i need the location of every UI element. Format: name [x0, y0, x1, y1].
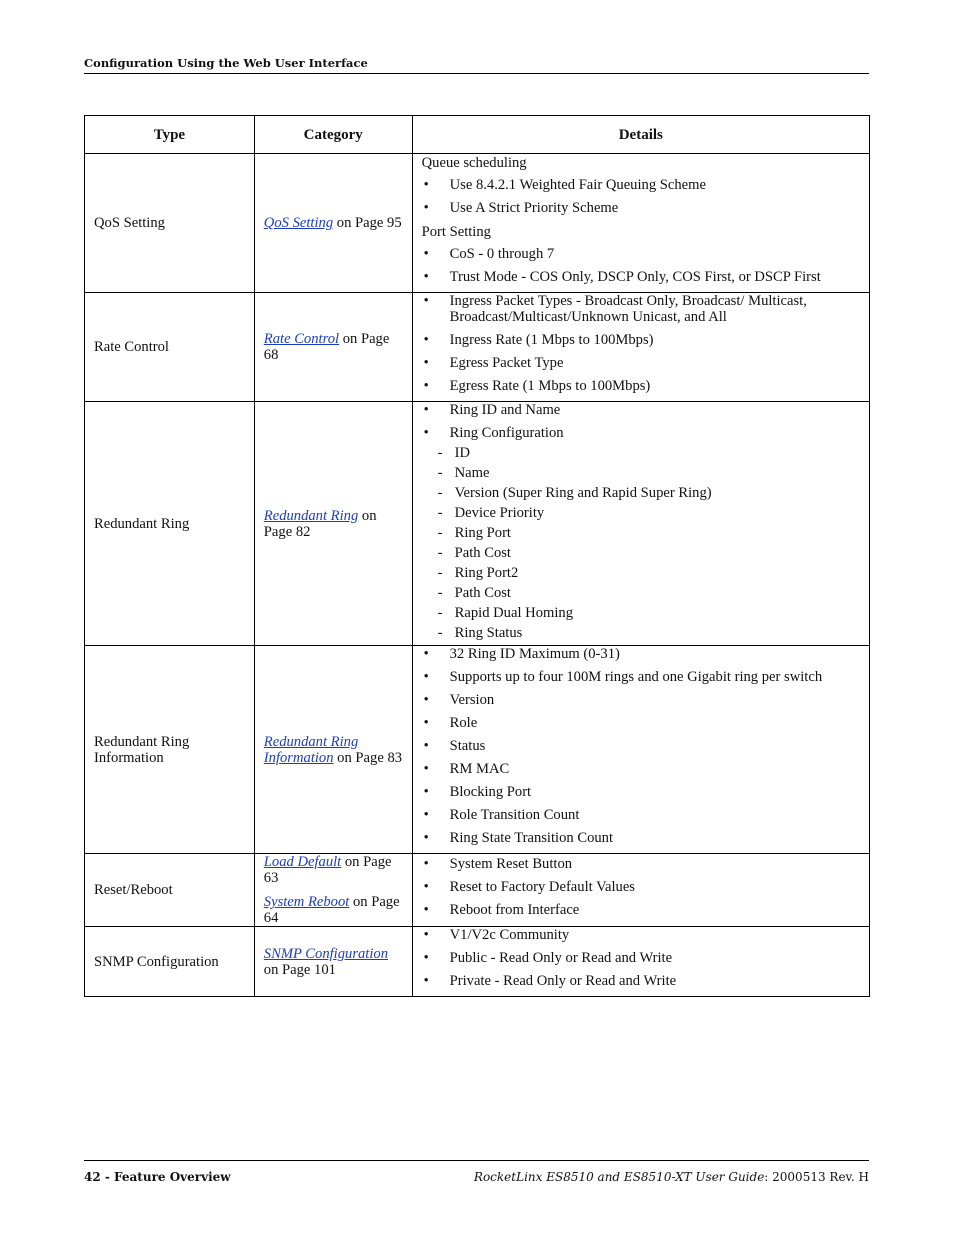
page-reference-text: on Page 64: [263, 894, 400, 926]
table-row: [85, 402, 870, 646]
bullet-list: [422, 293, 860, 394]
category-cell: [254, 927, 412, 997]
cross-reference-link[interactable]: Redundant Ring Information: [263, 733, 359, 766]
details-cell: [412, 402, 869, 646]
bullet-item: • Role Transition Count: [422, 807, 860, 823]
page-reference-text: on Page 68: [263, 331, 390, 363]
sub-list-item: - Device Priority: [422, 505, 860, 521]
bullet-item: • Private - Read Only or Read and Write: [422, 973, 860, 989]
category-reference: [264, 508, 403, 540]
category-reference: [264, 854, 403, 886]
footer-document-info: [474, 1170, 869, 1184]
table-row: [85, 646, 870, 854]
column-header-type: Type: [85, 116, 255, 154]
sub-list-item: - Ring Port: [422, 525, 860, 541]
sub-list-item: - Path Cost: [422, 545, 860, 561]
cross-reference-link[interactable]: Load Default: [263, 854, 342, 870]
footer-page-label: 42 - Feature Overview: [84, 1170, 231, 1184]
cross-reference-link[interactable]: Redundant Ring: [263, 507, 359, 524]
type-cell: Rate Control: [85, 293, 255, 402]
footer-doc-revision: : 2000513 Rev. H: [764, 1170, 869, 1184]
bullet-item: • System Reset Button: [422, 856, 860, 872]
type-cell: Redundant Ring Information: [85, 646, 255, 854]
table-row: [85, 293, 870, 402]
category-reference: [264, 894, 403, 926]
bullet-list: [422, 246, 860, 285]
category-reference: [264, 946, 403, 978]
cross-reference-link[interactable]: Rate Control: [263, 331, 340, 347]
bullet-item: • Supports up to four 100M rings and one Gigabit ring per switch: [422, 669, 860, 685]
details-cell: [412, 854, 869, 927]
column-header-details: Details: [412, 116, 869, 154]
bullet-item: • V1/V2c Community: [422, 927, 860, 943]
bullet-item: • Version: [422, 692, 860, 708]
sub-list-item: - ID: [422, 445, 860, 461]
table-row: [85, 854, 870, 927]
page-reference-text: on Page 83: [333, 749, 403, 766]
category-cell: [254, 154, 412, 293]
bullet-item: • Use 8.4.2.1 Weighted Fair Queuing Scheme: [422, 177, 860, 193]
bullet-item: • Status: [422, 738, 860, 754]
sub-list-item: - Ring Port2: [422, 565, 860, 581]
feature-table: [84, 115, 870, 997]
bullet-item: • Reset to Factory Default Values: [422, 879, 860, 895]
category-cell: [254, 646, 412, 854]
bullet-item: • Role: [422, 715, 860, 731]
table-header-row: [85, 116, 870, 154]
bullet-item: • CoS - 0 through 7: [422, 246, 860, 262]
cross-reference-link[interactable]: SNMP Configuration: [263, 945, 388, 962]
type-cell: SNMP Configuration: [85, 927, 255, 997]
category-cell: [254, 293, 412, 402]
table-body: [85, 154, 870, 997]
footer-rule: [84, 1160, 869, 1161]
category-cell: [254, 854, 412, 927]
bullet-item: • Egress Packet Type: [422, 355, 860, 371]
bullet-item: • Ring ID and Name: [422, 402, 860, 418]
page-reference-text: on Page 63: [263, 854, 392, 886]
sub-list-item: - Version (Super Ring and Rapid Super Ring): [422, 485, 860, 501]
type-cell: Reset/Reboot: [85, 854, 255, 927]
sub-item-list: [422, 445, 860, 641]
footer-doc-title: RocketLinx ES8510 and ES8510-XT User Guide: [473, 1170, 765, 1184]
details-cell: [412, 293, 869, 402]
category-cell: [254, 402, 412, 646]
type-cell: Redundant Ring: [85, 402, 255, 646]
bullet-list: [422, 856, 860, 918]
bullet-item: • RM MAC: [422, 761, 860, 777]
bullet-list: [422, 402, 860, 441]
table-row: [85, 927, 870, 997]
bullet-item: • 32 Ring ID Maximum (0-31): [422, 646, 860, 662]
bullet-item: • Egress Rate (1 Mbps to 100Mbps): [422, 378, 860, 394]
bullet-item: • Trust Mode - COS Only, DSCP Only, COS First, or DSCP First: [422, 269, 860, 285]
category-reference: [264, 215, 403, 231]
details-cell: [412, 646, 869, 854]
category-reference: [264, 734, 403, 766]
bullet-item: • Ring State Transition Count: [422, 830, 860, 846]
page-reference-text: on Page 95: [333, 215, 402, 231]
cross-reference-link[interactable]: QoS Setting: [263, 215, 334, 231]
details-heading: Port Setting: [421, 224, 491, 240]
bullet-list: [422, 177, 860, 216]
type-cell: QoS Setting: [85, 154, 255, 293]
column-header-category: Category: [254, 116, 412, 154]
bullet-item: • Use A Strict Priority Scheme: [422, 200, 860, 216]
details-cell: [412, 154, 869, 293]
bullet-list: [422, 646, 860, 846]
sub-list-item: - Name: [422, 465, 860, 481]
category-reference: [264, 331, 403, 363]
bullet-item: • Public - Read Only or Read and Write: [422, 950, 860, 966]
header-rule: [84, 73, 869, 74]
page-reference-text: on Page 101: [263, 961, 336, 978]
bullet-item: • Ring Configuration: [422, 425, 860, 441]
bullet-item: • Ingress Rate (1 Mbps to 100Mbps): [422, 332, 860, 348]
details-heading: Queue scheduling: [421, 155, 527, 171]
bullet-item: • Blocking Port: [422, 784, 860, 800]
details-cell: [412, 927, 869, 997]
sub-list-item: - Path Cost: [422, 585, 860, 601]
sub-list-item: - Ring Status: [422, 625, 860, 641]
page-reference-text: on Page 82: [263, 507, 377, 540]
bullet-list: [422, 927, 860, 989]
running-header: Configuration Using the Web User Interface: [84, 56, 368, 70]
table-row: [85, 154, 870, 293]
cross-reference-link[interactable]: System Reboot: [263, 894, 350, 910]
sub-list-item: - Rapid Dual Homing: [422, 605, 860, 621]
bullet-item: • Reboot from Interface: [422, 902, 860, 918]
bullet-item: • Ingress Packet Types - Broadcast Only, Broadcast/ Multicast, Broadcast/Multicast/Unknown Unicast, and All: [422, 293, 860, 325]
